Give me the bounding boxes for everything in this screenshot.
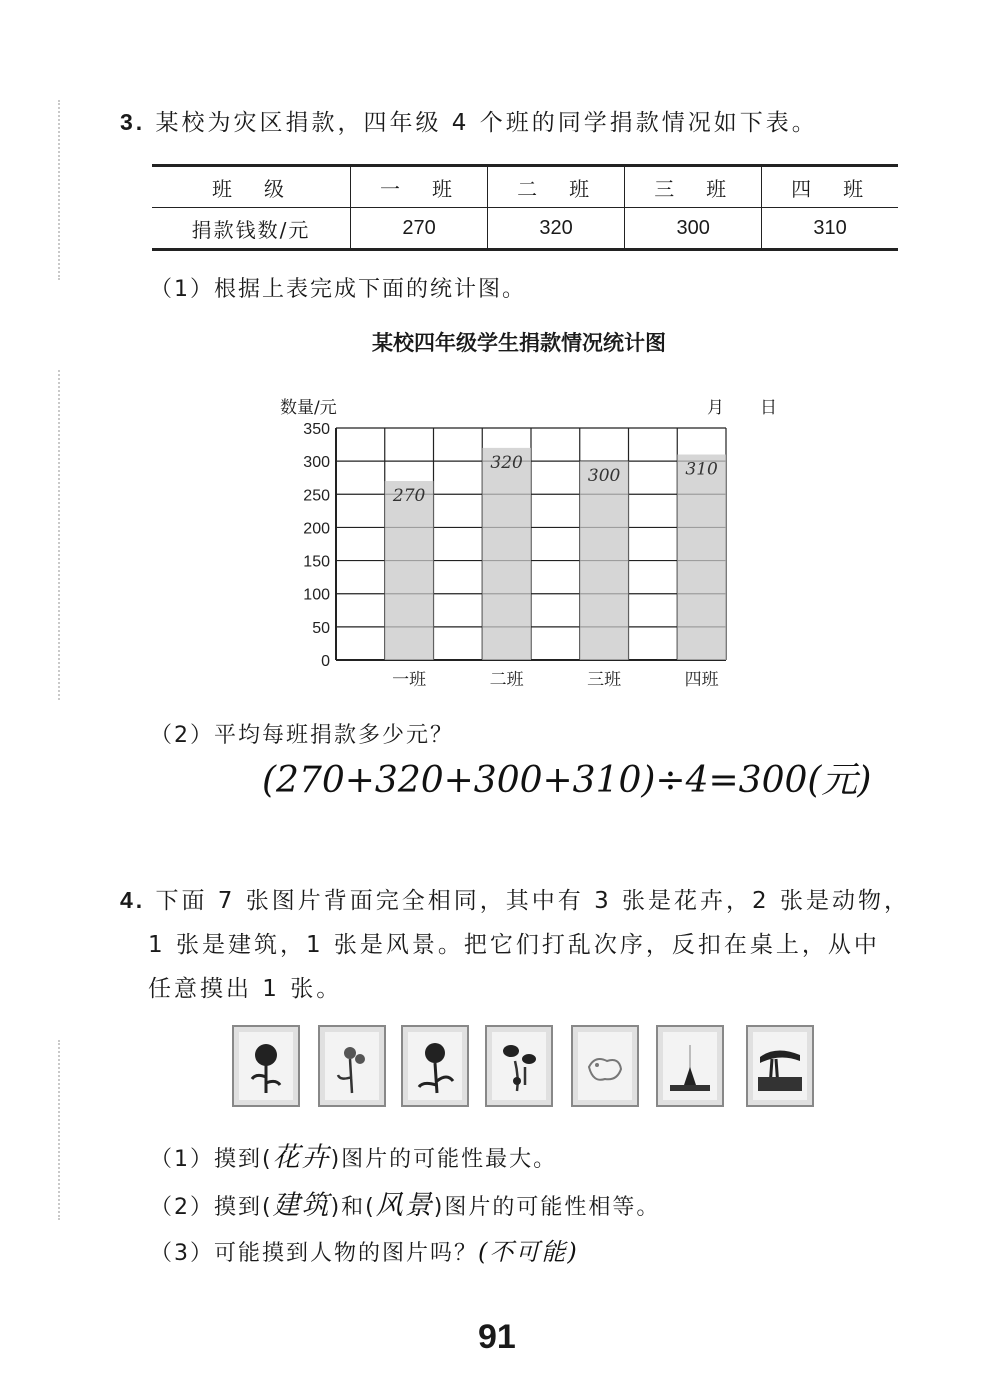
handwritten-answer-landscape: 风景 bbox=[375, 1190, 434, 1221]
table-header-row bbox=[152, 166, 898, 208]
x-tick-label: 四班 bbox=[684, 670, 719, 690]
question-4-line-3: 任意摸出 1 张。 bbox=[148, 976, 343, 1002]
flower-icon bbox=[411, 1037, 459, 1095]
handwritten-answer-building: 建筑 bbox=[272, 1190, 331, 1221]
page-number: 91 bbox=[478, 1318, 516, 1356]
handwritten-answer-average: (270+320+300+310)÷4=300(元) bbox=[262, 760, 872, 801]
question-4 bbox=[120, 878, 910, 1011]
table-header-cell: 班 级 bbox=[152, 166, 351, 208]
x-tick-label: 三班 bbox=[587, 670, 622, 690]
x-tick-label: 一班 bbox=[392, 670, 427, 690]
date-day-label: 日 bbox=[760, 398, 777, 418]
table-cell: 270 bbox=[351, 208, 488, 250]
y-tick-label: 300 bbox=[303, 454, 330, 472]
donation-bar-chart bbox=[270, 410, 770, 695]
table-header-cell: 三 班 bbox=[625, 166, 762, 208]
bar bbox=[677, 455, 726, 660]
bar bbox=[482, 448, 531, 660]
bar-value-label: 320 bbox=[490, 452, 523, 473]
chart-bars bbox=[385, 448, 726, 660]
part-1-suffix: )图片的可能性最大。 bbox=[330, 1147, 558, 1172]
table-header-cell: 四 班 bbox=[762, 166, 898, 208]
question-3-part-2: （2）平均每班捐款多少元？ bbox=[150, 723, 454, 748]
part-1-prefix: （1）摸到( bbox=[150, 1147, 273, 1172]
landscape-icon bbox=[756, 1037, 804, 1095]
bar-value-label: 300 bbox=[587, 466, 621, 487]
question-3-text: 某校为灾区捐款，四年级 4 个班的同学捐款情况如下表。 bbox=[155, 110, 818, 136]
bar-value-label: 310 bbox=[685, 459, 718, 480]
bird-icon bbox=[495, 1037, 543, 1095]
table-cell: 310 bbox=[762, 208, 898, 250]
question-3-part-1: （1）根据上表完成下面的统计图。 bbox=[150, 277, 526, 302]
question-4-line-1: 下面 7 张图片背面完全相同，其中有 3 张是花卉，2 张是动物， bbox=[155, 888, 910, 914]
picture-card-landscape bbox=[746, 1025, 814, 1107]
y-tick-label: 250 bbox=[303, 487, 330, 505]
chart-title: 某校四年级学生捐款情况统计图 bbox=[372, 332, 666, 355]
question-4-part-3 bbox=[150, 1232, 579, 1267]
date-month-label: 月 bbox=[707, 398, 724, 418]
picture-card-flower bbox=[401, 1025, 469, 1107]
flower-icon bbox=[242, 1037, 290, 1095]
part-2-middle: )和( bbox=[330, 1195, 376, 1220]
picture-card-flower bbox=[318, 1025, 386, 1107]
table-cell: 320 bbox=[488, 208, 625, 250]
table-cell: 300 bbox=[625, 208, 762, 250]
donation-table bbox=[152, 164, 898, 251]
table-header-cell: 二 班 bbox=[488, 166, 625, 208]
question-3-number: 3. bbox=[120, 109, 146, 135]
flower-icon bbox=[328, 1037, 376, 1095]
table-row-label: 捐款钱数/元 bbox=[152, 208, 351, 250]
y-tick-label: 200 bbox=[303, 520, 330, 538]
picture-card-bird bbox=[485, 1025, 553, 1107]
y-axis-label: 数量/元 bbox=[280, 398, 337, 418]
table-row bbox=[152, 208, 898, 250]
picture-card-building bbox=[656, 1025, 724, 1107]
y-tick-label: 150 bbox=[303, 553, 330, 571]
handwritten-answer-impossible: (不可能) bbox=[478, 1238, 579, 1266]
y-tick-label: 100 bbox=[303, 586, 330, 604]
question-4-number: 4. bbox=[120, 887, 146, 913]
part-2-prefix: （2）摸到( bbox=[150, 1195, 273, 1220]
animal-icon bbox=[581, 1037, 629, 1095]
picture-card-animal bbox=[571, 1025, 639, 1107]
part-2-suffix: )图片的可能性相等。 bbox=[433, 1195, 661, 1220]
bar bbox=[385, 481, 434, 660]
building-icon bbox=[666, 1037, 714, 1095]
y-tick-label: 0 bbox=[321, 653, 330, 670]
table-header-cell: 一 班 bbox=[351, 166, 488, 208]
handwritten-answer-flowers: 花卉 bbox=[272, 1142, 331, 1173]
bar bbox=[580, 461, 629, 660]
bar-value-label: 270 bbox=[392, 486, 426, 507]
picture-card-flower bbox=[232, 1025, 300, 1107]
question-4-part-1 bbox=[150, 1135, 557, 1174]
question-3 bbox=[120, 100, 818, 145]
question-4-part-2 bbox=[150, 1183, 660, 1222]
part-3-text: （3）可能摸到人物的图片吗？ bbox=[150, 1241, 478, 1266]
x-tick-label: 二班 bbox=[489, 670, 524, 690]
y-tick-label: 50 bbox=[312, 619, 330, 637]
y-tick-label: 350 bbox=[303, 421, 330, 438]
question-4-line-2: 1 张是建筑，1 张是风景。把它们打乱次序，反扣在桌上，从中 bbox=[148, 932, 880, 958]
